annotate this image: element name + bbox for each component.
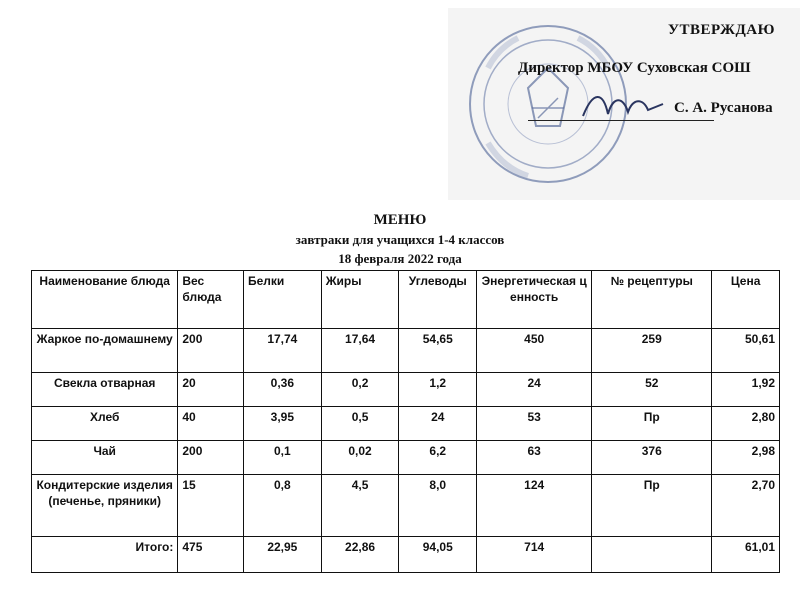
- dish-name: Чай: [32, 441, 178, 475]
- total-protein: 22,95: [243, 537, 321, 573]
- table-row: [32, 407, 780, 441]
- column-header-carbs: Углеводы: [399, 271, 477, 329]
- dish-recipe: 376: [592, 441, 712, 475]
- dish-weight: 15: [178, 475, 244, 537]
- dish-carbs: 1,2: [399, 373, 477, 407]
- total-row: [32, 537, 780, 573]
- table-row: [32, 329, 780, 373]
- dish-carbs: 54,65: [399, 329, 477, 373]
- dish-protein: 3,95: [243, 407, 321, 441]
- table-row: [32, 475, 780, 537]
- column-header-weight: Вес блюда: [178, 271, 244, 329]
- approval-title: УТВЕРЖДАЮ: [668, 22, 776, 38]
- signer-name: С. А. Русанова: [674, 100, 773, 116]
- dish-price: 2,98: [712, 441, 780, 475]
- dish-recipe: Пр: [592, 407, 712, 441]
- dish-fat: 17,64: [321, 329, 399, 373]
- dish-price: 1,92: [712, 373, 780, 407]
- table-header-row: [32, 271, 780, 329]
- dish-fat: 0,02: [321, 441, 399, 475]
- column-header-energy: Энергетическая ценность: [477, 271, 592, 329]
- dish-energy: 63: [477, 441, 592, 475]
- table-row: [32, 373, 780, 407]
- total-recipe: [592, 537, 712, 573]
- director-title: Директор МБОУ Суховская СОШ: [518, 60, 751, 76]
- dish-fat: 4,5: [321, 475, 399, 537]
- dish-energy: 124: [477, 475, 592, 537]
- approval-block: [448, 8, 800, 200]
- total-price: 61,01: [712, 537, 780, 573]
- dish-protein: 0,8: [243, 475, 321, 537]
- column-header-price: Цена: [712, 271, 780, 329]
- dish-carbs: 24: [399, 407, 477, 441]
- total-carbs: 94,05: [399, 537, 477, 573]
- dish-energy: 450: [477, 329, 592, 373]
- total-energy: 714: [477, 537, 592, 573]
- dish-name: Свекла отварная: [32, 373, 178, 407]
- dish-name: Хлеб: [32, 407, 178, 441]
- total-weight: 475: [178, 537, 244, 573]
- dish-weight: 40: [178, 407, 244, 441]
- dish-recipe: 259: [592, 329, 712, 373]
- total-fat: 22,86: [321, 537, 399, 573]
- dish-weight: 20: [178, 373, 244, 407]
- dish-carbs: 8,0: [399, 475, 477, 537]
- column-header-name: Наименование блюда: [32, 271, 178, 329]
- column-header-protein: Белки: [243, 271, 321, 329]
- dish-price: 50,61: [712, 329, 780, 373]
- dish-recipe: Пр: [592, 475, 712, 537]
- dish-fat: 0,2: [321, 373, 399, 407]
- dish-recipe: 52: [592, 373, 712, 407]
- dish-carbs: 6,2: [399, 441, 477, 475]
- signature-line: [528, 120, 714, 121]
- dish-protein: 0,1: [243, 441, 321, 475]
- menu-title: МЕНЮ: [373, 212, 427, 228]
- column-header-fat: Жиры: [321, 271, 399, 329]
- total-label: Итого:: [32, 537, 178, 573]
- dish-price: 2,70: [712, 475, 780, 537]
- menu-date: 18 февраля 2022 года: [338, 251, 462, 266]
- dish-protein: 17,74: [243, 329, 321, 373]
- dish-weight: 200: [178, 441, 244, 475]
- dish-name: Жаркое по-домашнему: [32, 329, 178, 373]
- dish-energy: 24: [477, 373, 592, 407]
- menu-subtitle: завтраки для учащихся 1-4 классов: [295, 232, 505, 247]
- dish-name: Кондитерские изделия (печенье, пряники): [32, 475, 178, 537]
- column-header-recipe: № рецептуры: [592, 271, 712, 329]
- menu-table: [31, 270, 780, 573]
- dish-weight: 200: [178, 329, 244, 373]
- dish-fat: 0,5: [321, 407, 399, 441]
- table-row: [32, 441, 780, 475]
- dish-price: 2,80: [712, 407, 780, 441]
- dish-protein: 0,36: [243, 373, 321, 407]
- dish-energy: 53: [477, 407, 592, 441]
